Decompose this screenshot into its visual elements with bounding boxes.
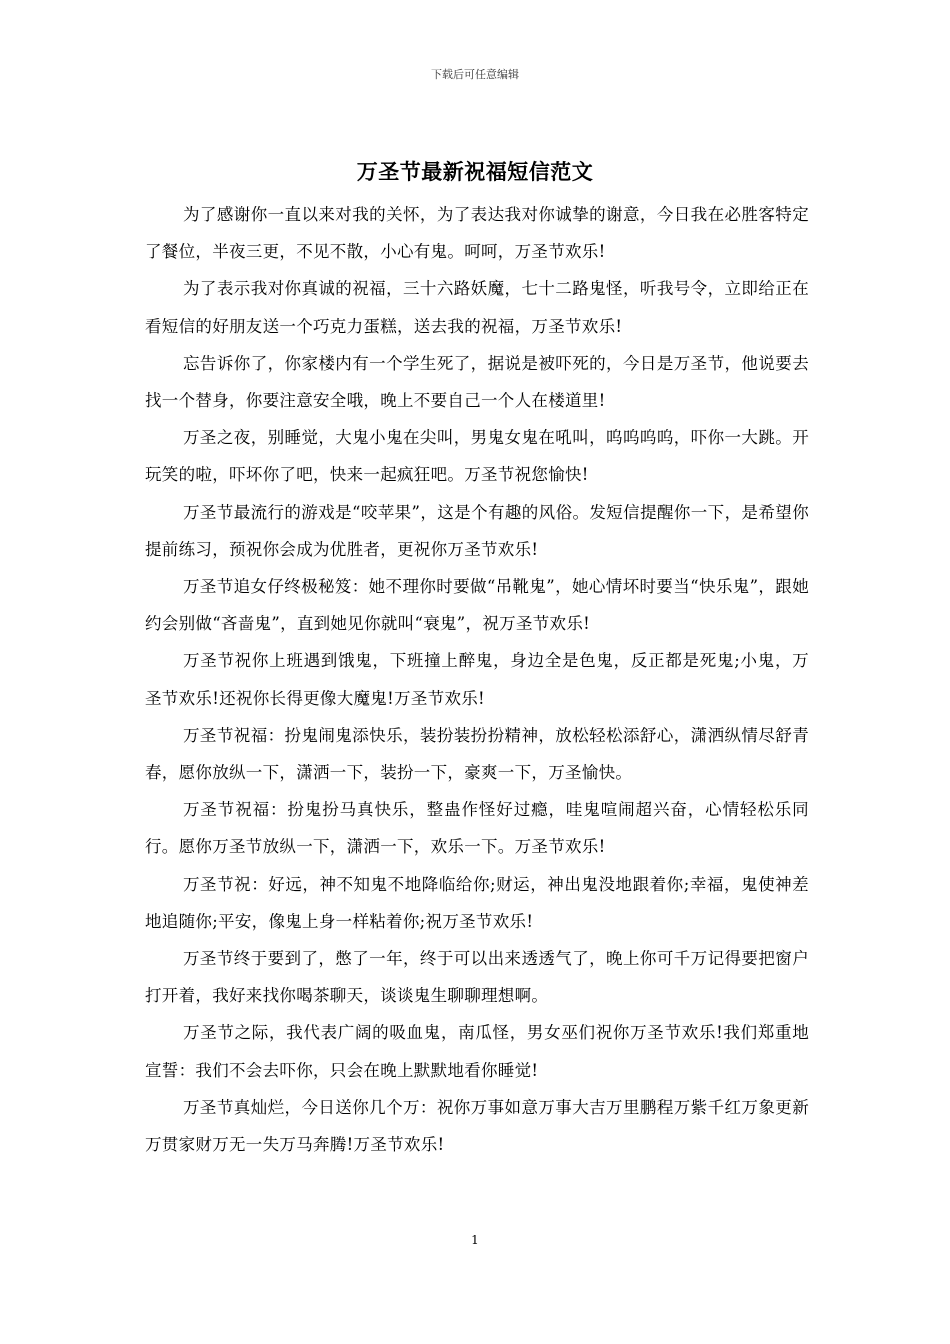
paragraph: 万圣节祝福：扮鬼闹鬼添快乐，装扮装扮扮精神，放松轻松添舒心，潇洒纵情尽舒青春，愿你放纵一下，潇洒一下，装扮一下，豪爽一下，万圣愉快。 xyxy=(145,725,809,783)
page-header-note: 下载后可任意编辑 xyxy=(431,68,519,81)
paragraph: 万圣节最流行的游戏是“咬苹果”，这是个有趣的风俗。发短信提醒你一下，是希望你提前练习，预祝你会成为优胜者，更祝你万圣节欢乐! xyxy=(145,502,809,559)
paragraph: 万圣节之际，我代表广阔的吸血鬼，南瓜怪，男女巫们祝你万圣节欢乐!我们郑重地宣誓：我们不会去吓你，只会在晚上默默地看你睡觉! xyxy=(145,1023,809,1080)
document-body xyxy=(145,196,809,1163)
paragraph: 万圣之夜，别睡觉，大鬼小鬼在尖叫，男鬼女鬼在吼叫，呜呜呜呜，吓你一大跳。开玩笑的啦，吓坏你了吧，快来一起疯狂吧。万圣节祝您愉快! xyxy=(145,428,809,485)
paragraph: 为了表示我对你真诚的祝福，三十六路妖魔，七十二路鬼怪，听我号令，立即给正在看短信的好朋友送一个巧克力蛋糕，送去我的祝福，万圣节欢乐! xyxy=(145,279,809,336)
paragraph: 万圣节祝你上班遇到饿鬼，下班撞上醉鬼，身边全是色鬼，反正都是死鬼;小鬼，万圣节欢乐!还祝你长得更像大魔鬼!万圣节欢乐! xyxy=(145,651,809,708)
page-number: 1 xyxy=(471,1233,479,1247)
paragraph: 万圣节祝：好远，神不知鬼不地降临给你;财运，神出鬼没地跟着你;幸福，鬼使神差地追随你;平安，像鬼上身一样粘着你;祝万圣节欢乐! xyxy=(145,874,809,931)
paragraph: 万圣节追女仔终极秘笈：她不理你时要做“吊靴鬼”，她心情坏时要当“快乐鬼”，跟她约会别做“吝啬鬼”，直到她见你就叫“衰鬼”，祝万圣节欢乐! xyxy=(145,577,809,634)
paragraph: 万圣节真灿烂，今日送你几个万：祝你万事如意万事大吉万里鹏程万紫千红万象更新万贯家财万无一失万马奔腾!万圣节欢乐! xyxy=(145,1097,809,1155)
paragraph: 万圣节祝福：扮鬼扮马真快乐，整蛊作怪好过瘾，哇鬼喧闹超兴奋，心情轻松乐同行。愿你万圣节放纵一下，潇洒一下，欢乐一下。万圣节欢乐! xyxy=(145,800,809,857)
paragraph: 忘告诉你了，你家楼内有一个学生死了，据说是被吓死的，今日是万圣节，他说要去找一个替身，你要注意安全哦，晚上不要自己一个人在楼道里! xyxy=(145,353,809,411)
paragraph: 万圣节终于要到了，憋了一年，终于可以出来透透气了，晚上你可千万记得要把窗户打开着，我好来找你喝茶聊天，谈谈鬼生聊聊理想啊。 xyxy=(145,949,809,1006)
document-title: 万圣节最新祝福短信范文 xyxy=(356,160,594,184)
paragraph: 为了感谢你一直以来对我的关怀，为了表达我对你诚挚的谢意，今日我在必胜客特定了餐位，半夜三更，不见不散，小心有鬼。呵呵，万圣节欢乐! xyxy=(145,205,809,262)
